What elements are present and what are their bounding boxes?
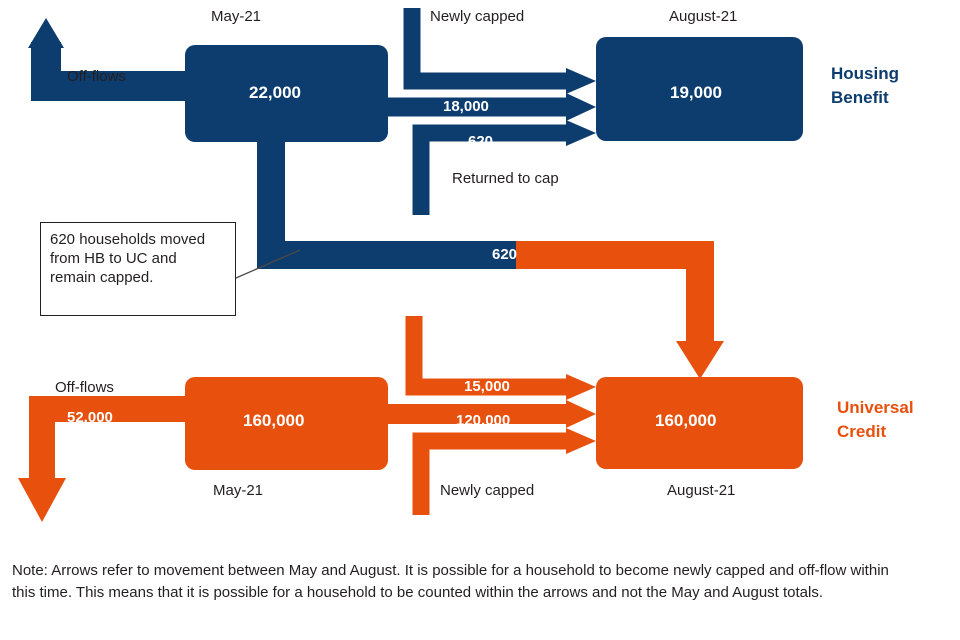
hb-newly-capped-label: Newly capped — [430, 8, 525, 25]
uc-offflow-label: Off-flows — [55, 379, 114, 396]
hb-series-title-line2: Benefit — [831, 88, 889, 107]
hb-offflow-value: 4,000 — [68, 100, 106, 117]
hb-may-total: 22,000 — [249, 83, 301, 102]
hb-returned-value: 620 — [468, 133, 494, 150]
hb-august-total: 19,000 — [670, 83, 722, 102]
hb-returned-label: Returned to cap — [452, 170, 559, 187]
hb-may-period-label: May-21 — [211, 8, 262, 25]
diagram-note: Note: Arrows refer to movement between May and August. It is possible for a household to become newly capped and off-flow within this time. This means that it is possible for a household to be counted within the arrows and not the May and August totals. — [12, 562, 889, 601]
uc-august-period-label: August-21 — [667, 482, 736, 499]
uc-newly-capped-arrow — [421, 428, 596, 515]
hb-continuing-value: 18,000 — [443, 98, 489, 115]
hb-returned-to-cap-arrow — [421, 120, 596, 215]
footer-divider — [0, 545, 960, 546]
uc-may-period-label: May-21 — [213, 482, 264, 499]
uc-newly-capped-label: Newly capped — [440, 482, 535, 499]
hb-august-period-label: August-21 — [669, 8, 738, 25]
uc-newly-capped-value: 28,000 — [463, 448, 509, 465]
hb-continuing-arrow — [388, 93, 596, 121]
uc-series-title-line1: Universal — [837, 398, 914, 417]
uc-series-title-line2: Credit — [837, 422, 887, 441]
uc-offflow-value: 52,000 — [67, 409, 113, 426]
hb-newly-capped-value: 530 — [448, 58, 474, 75]
hb-series-title-line1: Housing — [831, 64, 899, 83]
uc-august-total: 160,000 — [655, 411, 717, 430]
transfer-callout: 620 households moved from HB to UC and remain capped. — [40, 222, 236, 316]
uc-may-total: 160,000 — [243, 411, 305, 430]
uc-returned-value: 15,000 — [464, 378, 510, 395]
transfer-value: 620 — [492, 246, 518, 263]
uc-continuing-value: 120,000 — [456, 412, 511, 429]
hb-offflow-label: Off-flows — [67, 68, 126, 85]
